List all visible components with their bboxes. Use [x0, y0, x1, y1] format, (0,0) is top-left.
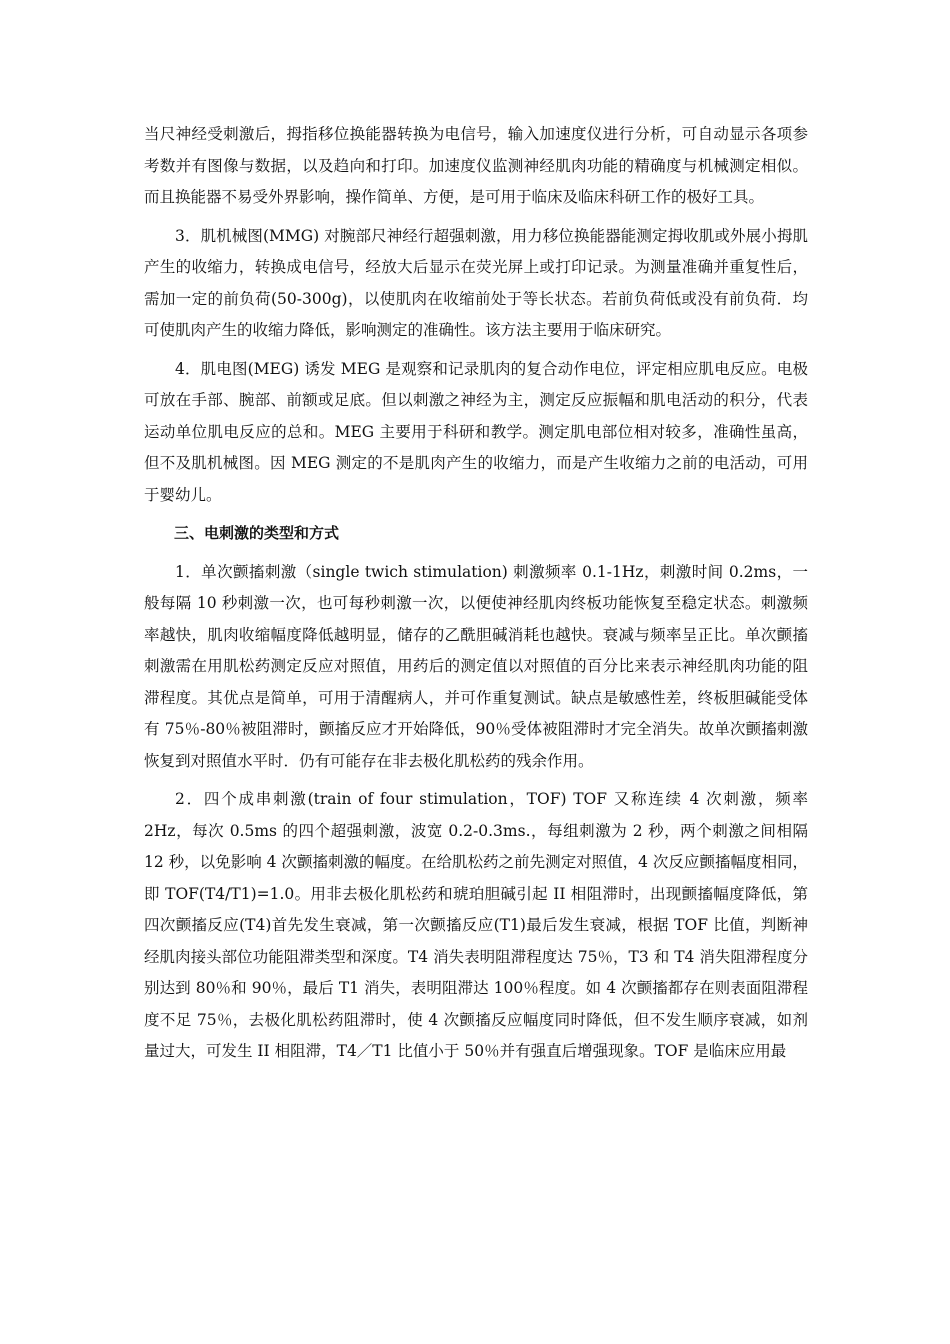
document-body [144, 119, 808, 1068]
paragraph-single-twitch: 1．单次颤搐刺激（single twich stimulation) 刺激频率 0.1-1Hz，刺激时间 0.2ms，一般每隔 10 秒刺激一次，也可每秒刺激一次，以便使神经肌肉终板功能恢复至稳定状态。刺激频率越快，肌肉收缩幅度降低越明显，储存的乙酰胆碱消耗也越快。衰减与频率呈正比。单次颤搐刺激需在用肌松药测定反应对照值，用药后的测定值以对照值的百分比来表示神经肌肉功能的阻滞程度。其优点是简单，可用于清醒病人，并可作重复测试。缺点是敏感性差，终板胆碱能受体有 75％-80％被阻滞时，颤搐反应才开始降低，90％受体被阻滞时才完全消失。故单次颤搐刺激恢复到对照值水平时．仍有可能存在非去极化肌松药的残余作用。 [144, 562, 808, 770]
paragraph-meg: 4．肌电图(MEG) 诱发 MEG 是观察和记录肌肉的复合动作电位，评定相应肌电反应。电极可放在手部、腕部、前额或足底。但以刺激之神经为主，测定反应振幅和肌电活动的积分，代表运动单位肌电反应的总和。MEG 主要用于科研和教学。测定肌电部位相对较多，准确性虽高，但不及肌机械图。因 MEG 测定的不是肌肉产生的收缩力，而是产生收缩力之前的电活动，可用于婴幼儿。 [144, 359, 808, 504]
paragraph-train-of-four: 2．四个成串刺激(train of four stimulation，TOF) TOF 又称连续 4 次刺激，频率 2Hz，每次 0.5ms 的四个超强刺激，波宽 0.2-0.3ms.，每组刺激为 2 秒，两个刺激之间相隔 12 秒，以免影响 4 次颤搐刺激的幅度。在给肌松药之前先测定对照值，4 次反应颤搐幅度相同，即 TOF(T4/T1)=1.0。用非去极化肌松药和琥珀胆碱引起 II 相阻滞时，出现颤搐幅度降低，第四次颤搐反应(T4)首先发生衰减，第一次颤搐反应(T1)最后发生衰减，根据 TOF 比值，判断神经肌肉接头部位功能阻滞类型和深度。T4 消失表明阻滞程度达 75％，T3 和 T4 消失阻滞程度分别达到 80％和 90％，最后 T1 消失，表明阻滞达 100％程度。如 4 次颤搐都存在则表面阻滞程度不足 75％，去极化肌松药阻滞时，使 4 次颤搐反应幅度同时降低，但不发生顺序衰减，如剂量过大，可发生 II 相阻滞，T4／T1 比值小于 50％并有强直后增强现象。TOF 是临床应用最 [144, 790, 808, 1060]
paragraph-accelerometer-continued: 当尺神经受刺激后，拇指移位换能器转换为电信号，输入加速度仪进行分析，可自动显示各项参考数并有图像与数据，以及趋向和打印。加速度仪监测神经肌肉功能的精确度与机械测定相似。而且换能器不易受外界影响，操作简单、方便，是可用于临床及临床科研工作的极好工具。 [144, 125, 808, 206]
paragraph-mmg: 3．肌机械图(MMG) 对腕部尺神经行超强刺激，用力移位换能器能测定拇收肌或外展小拇肌产生的收缩力，转换成电信号，经放大后显示在荧光屏上或打印记录。为测量准确并重复性后，需加一定的前负荷(50-300g)，以使肌肉在收缩前处于等长状态。若前负荷低或没有前负荷．均可使肌肉产生的收缩力降低，影响测定的准确性。该方法主要用于临床研究。 [144, 226, 808, 339]
section-heading-stimulation-types: 三、电刺激的类型和方式 [174, 524, 340, 542]
